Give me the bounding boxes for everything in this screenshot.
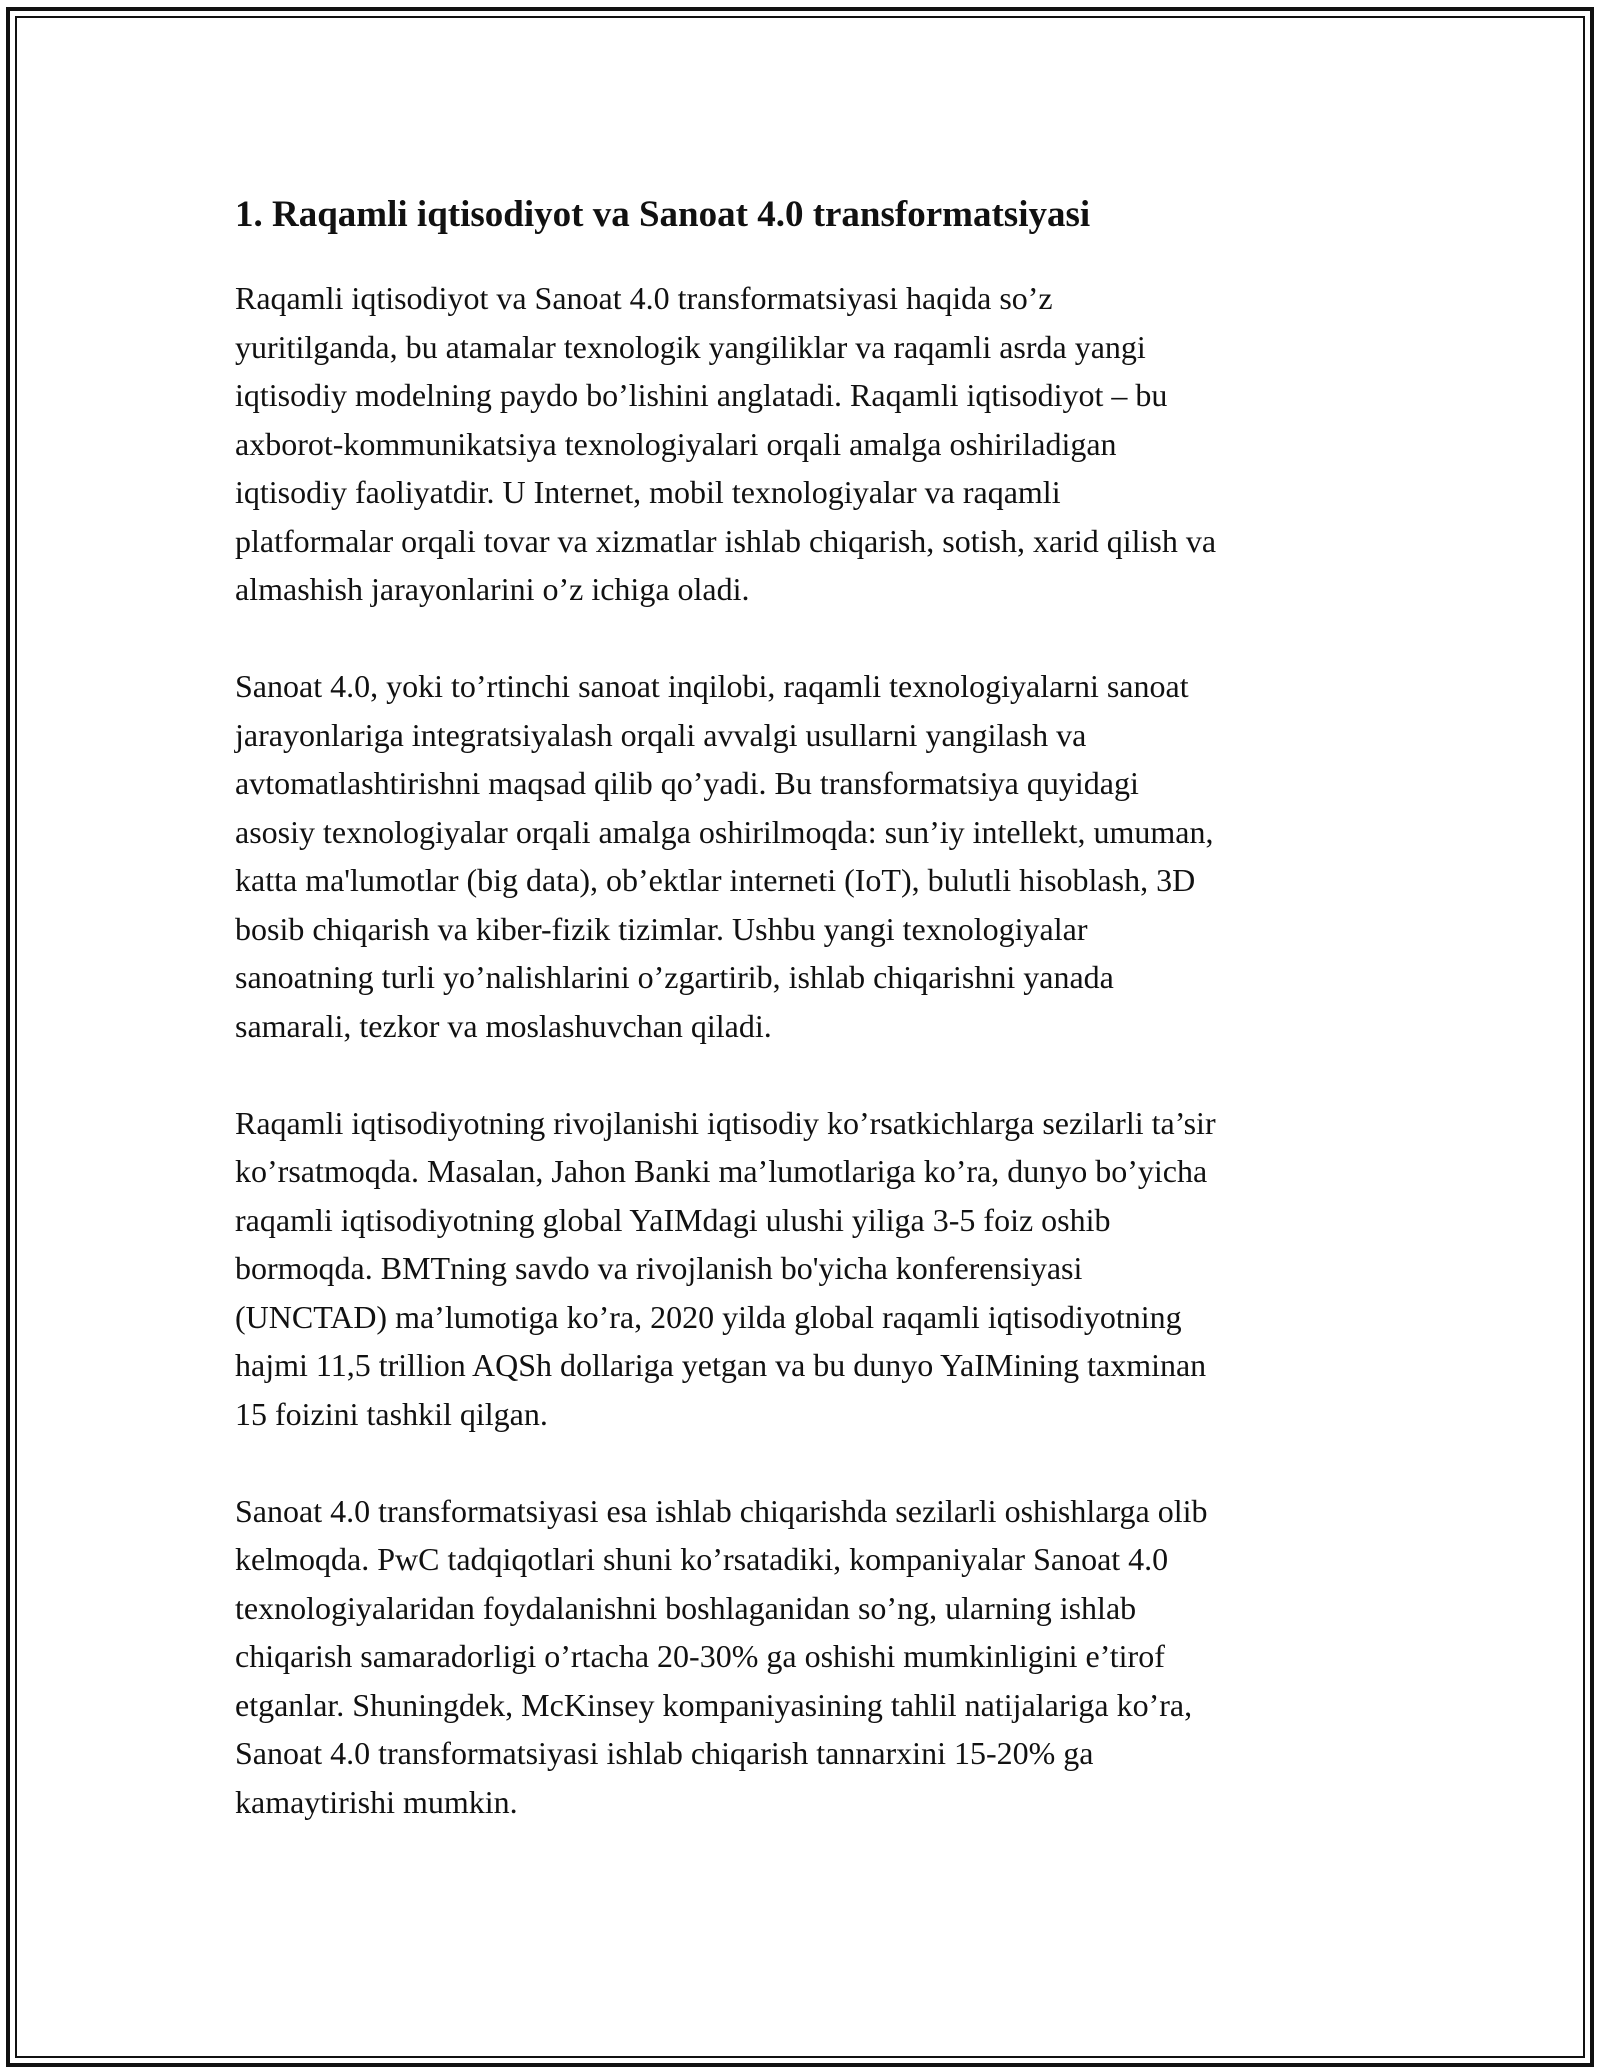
text-line: Sanoat 4.0 transformatsiyasi esa ishlab chiqarishda sezilarli oshishlarga olib [235, 1492, 1208, 1529]
text-line: sanoatning turli yo’nalishlarini o’zgartirib, ishlab chiqarishni yanada [235, 959, 1114, 995]
text-line: chiqarish samaradorligi o’rtacha 20-30% ga oshishi mumkinligini e’tirof [235, 1638, 1165, 1674]
text-line: asosiy texnologiyalar orqali amalga oshirilmoqda: sun’iy intellekt, umuman, [235, 813, 1214, 850]
text-line: katta ma'lumotlar (big data), ob’ektlar interneti (IoT), bulutli hisoblash, 3D [235, 862, 1196, 898]
text-line: raqamli iqtisodiyotning global YaIMdagi ulushi yiliga 3-5 foiz oshib [235, 1201, 1111, 1238]
text-line: samarali, tezkor va moslashuvchan qiladi. [235, 1007, 772, 1044]
text-line: axborot-kommunikatsiya texnologiyalari orqali amalga oshiriladigan [235, 425, 1117, 462]
section-heading: 1. Raqamli iqtisodiyot va Sanoat 4.0 transformatsiyasi [235, 194, 1091, 235]
text-line: kamaytirishi mumkin. [235, 1783, 518, 1820]
paragraph-economic-indicators [235, 1099, 1385, 1439]
text-line: avtomatlashtirishni maqsad qilib qo’yadi. Bu transformatsiya quyidagi [235, 765, 1139, 801]
text-line: platformalar orqali tovar va xizmatlar ishlab chiqarish, sotish, xarid qilish va [235, 522, 1217, 559]
text-line: (UNCTAD) ma’lumotiga ko’ra, 2020 yilda global raqamli iqtisodiyotning [235, 1298, 1182, 1335]
paragraph-production-efficiency [235, 1487, 1385, 1827]
text-line: etganlar. Shuningdek, McKinsey kompaniyasining tahlil natijalariga ko’ra, [235, 1686, 1193, 1723]
paragraph-industry-4 [235, 662, 1385, 1050]
text-line: kelmoqda. PwC tadqiqotlari shuni ko’rsatadiki, kompaniyalar Sanoat 4.0 [235, 1541, 1169, 1577]
paragraph-digital-economy [235, 274, 1385, 614]
text-line: iqtisodiy faoliyatdir. U Internet, mobil texnologiyalar va raqamli [235, 474, 1061, 510]
text-line: Sanoat 4.0, yoki to’rtinchi sanoat inqilobi, raqamli texnologiyalarni sanoat [235, 668, 1189, 704]
text-line: bosib chiqarish va kiber-fizik tizimlar. Ushbu yangi texnologiyalar [235, 910, 1088, 947]
text-line: hajmi 11,5 trillion AQSh dollariga yetgan va bu dunyo YaIMining taxminan [235, 1347, 1207, 1383]
text-line: Raqamli iqtisodiyot va Sanoat 4.0 transformatsiyasi haqida so’z [235, 280, 1053, 316]
text-line: 15 foizini tashkil qilgan. [235, 1395, 548, 1432]
text-line: bormoqda. BMTning savdo va rivojlanish bo'yicha konferensiyasi [235, 1250, 1083, 1286]
text-line: jarayonlariga integratsiyalash orqali avvalgi usullarni yangilash va [235, 716, 1087, 753]
text-line: Raqamli iqtisodiyotning rivojlanishi iqtisodiy ko’rsatkichlarga sezilarli ta’sir [235, 1104, 1216, 1141]
text-line: texnologiyalaridan foydalanishni boshlaganidan so’ng, ularning ishlab [235, 1589, 1137, 1626]
text-line: Sanoat 4.0 transformatsiyasi ishlab chiqarish tannarxini 15-20% ga [235, 1735, 1094, 1771]
text-line: almashish jarayonlarini o’z ichiga oladi. [235, 571, 750, 607]
text-line: iqtisodiy modelning paydo bo’lishini anglatadi. Raqamli iqtisodiyot – bu [235, 377, 1168, 413]
text-line: yuritilganda, bu atamalar texnologik yangiliklar va raqamli asrda yangi [235, 328, 1146, 365]
document-body [235, 186, 1385, 1875]
text-line: ko’rsatmoqda. Masalan, Jahon Banki ma’lumotlariga ko’ra, dunyo bo’yicha [235, 1153, 1208, 1189]
